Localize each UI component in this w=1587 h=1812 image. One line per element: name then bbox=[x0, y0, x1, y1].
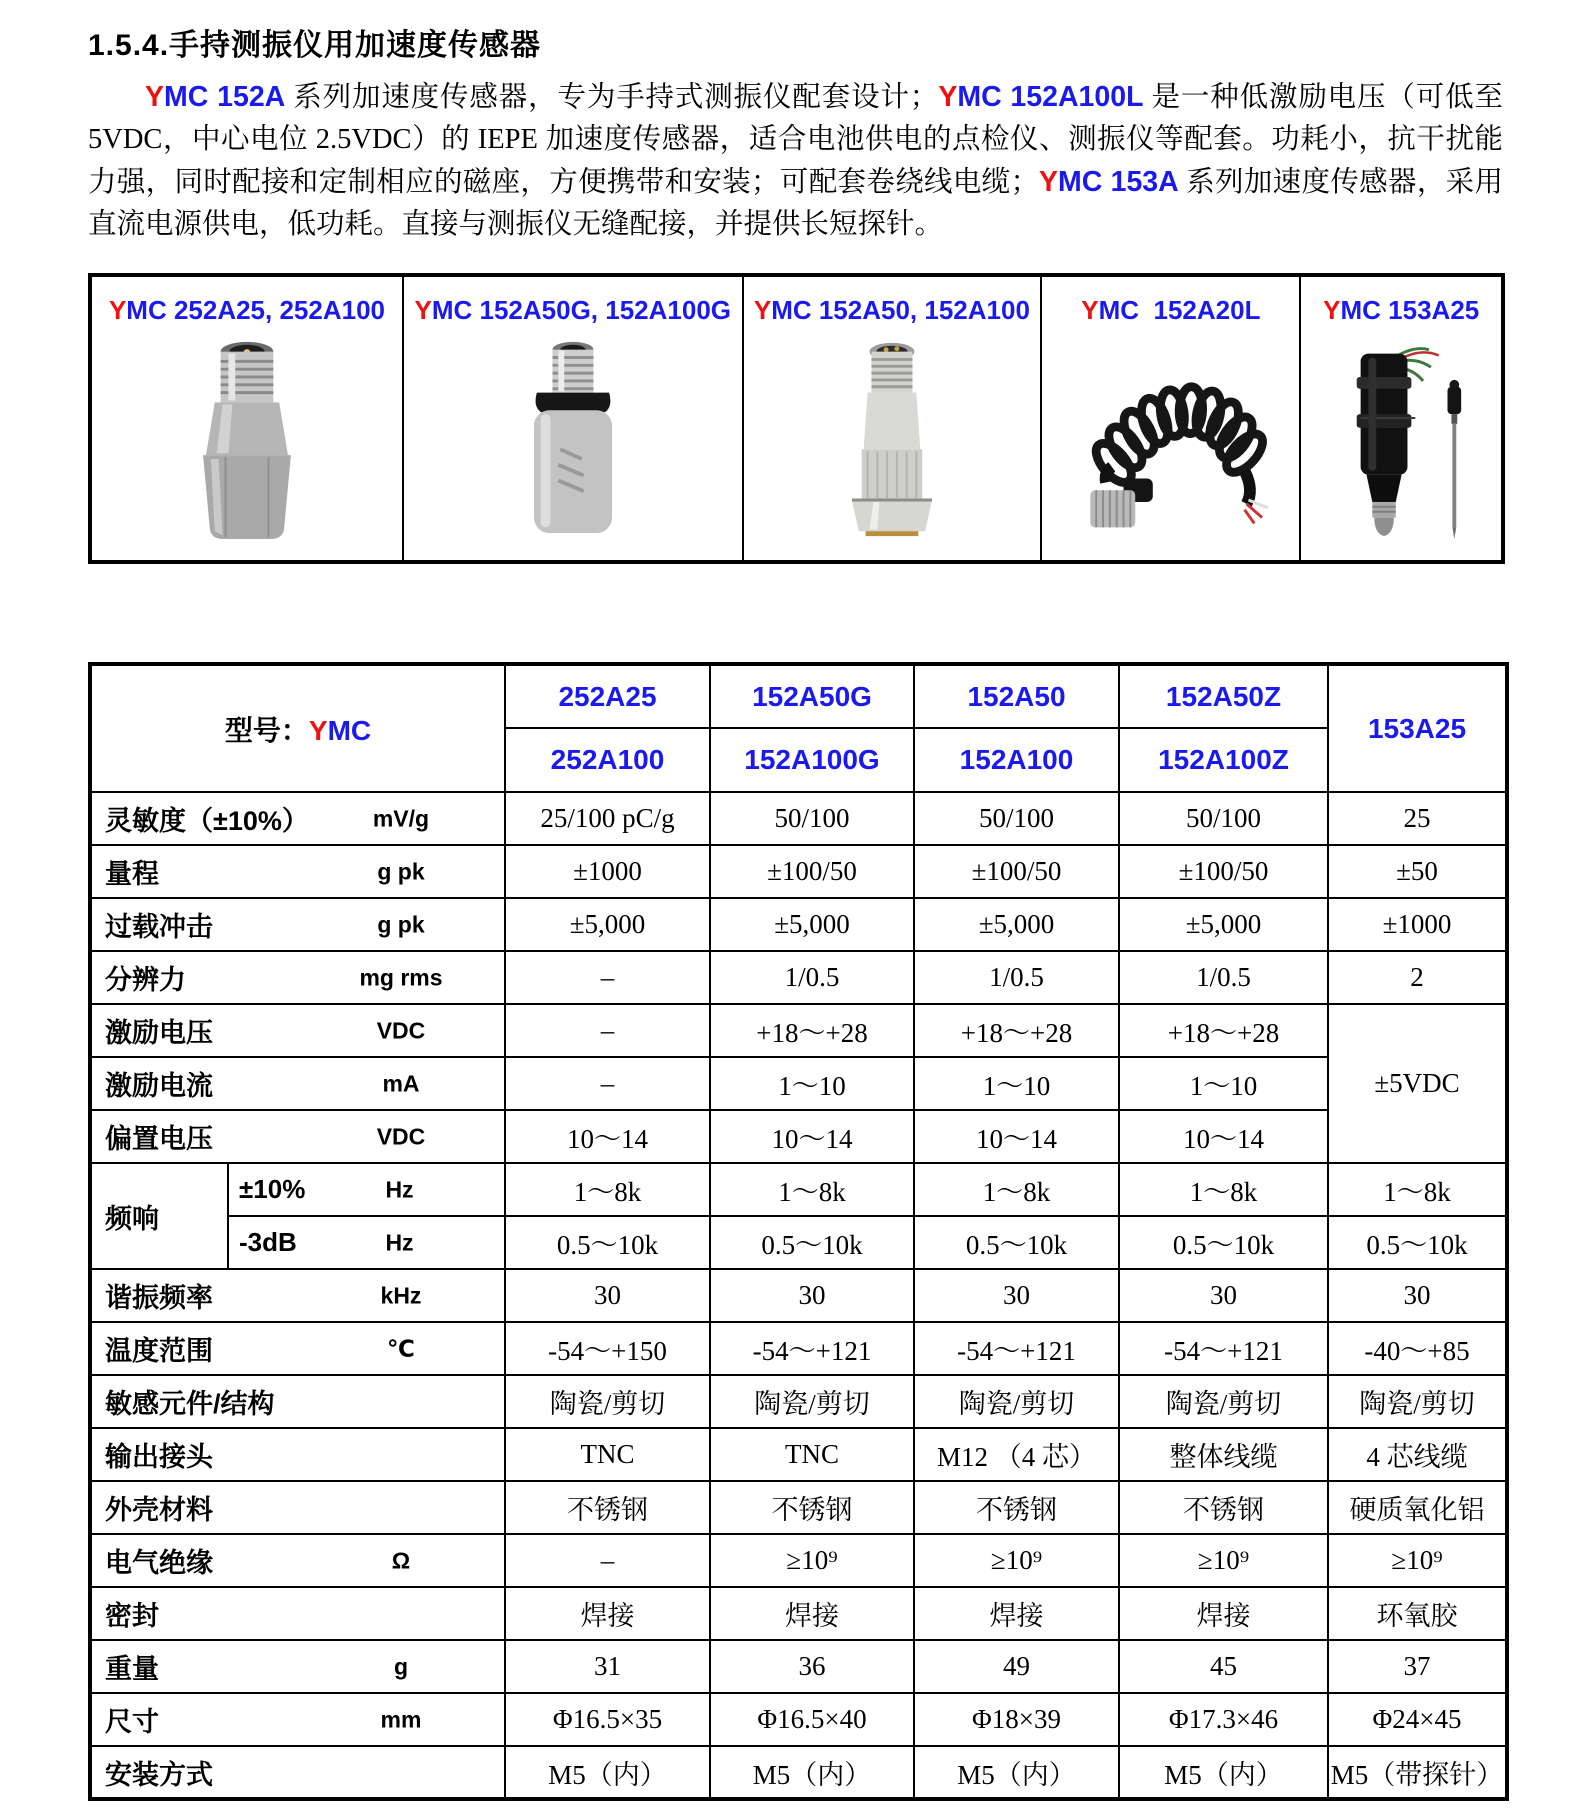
spec-value: 焊接 bbox=[505, 1587, 710, 1640]
spec-value: M5（内） bbox=[710, 1746, 914, 1799]
row-label-cell bbox=[90, 845, 505, 898]
spec-value: ≥10⁹ bbox=[1119, 1534, 1328, 1587]
row-label: 激励电流 bbox=[105, 1071, 213, 1101]
spec-value: ≥10⁹ bbox=[1328, 1534, 1507, 1587]
row-unit: kHz bbox=[380, 1282, 422, 1308]
spec-value: – bbox=[505, 951, 710, 1004]
spec-value: 37 bbox=[1328, 1640, 1507, 1693]
spec-value: 陶瓷/剪切 bbox=[1119, 1375, 1328, 1428]
spec-value: 焊接 bbox=[914, 1587, 1119, 1640]
row-sub-label: ±10% bbox=[239, 1174, 306, 1204]
brand-letter-y: Y bbox=[753, 295, 772, 325]
spec-value: 50/100 bbox=[710, 792, 914, 845]
row-unit: mg rms bbox=[359, 964, 443, 990]
row-unit: mV/g bbox=[372, 805, 430, 831]
model-header-top-1: 152A50G bbox=[710, 664, 914, 728]
spec-value: 25/100 pC/g bbox=[505, 792, 710, 845]
spec-row-13 bbox=[90, 1481, 1507, 1534]
row-unit: VDC bbox=[376, 1017, 426, 1043]
spec-value: ±50 bbox=[1328, 845, 1507, 898]
spec-value: -54～+121 bbox=[710, 1322, 914, 1375]
spec-table-header bbox=[90, 664, 1507, 792]
spec-row-14 bbox=[90, 1534, 1507, 1587]
spec-value: 10～14 bbox=[1119, 1110, 1328, 1163]
row-label-cell bbox=[90, 792, 505, 845]
spec-value: M5（内） bbox=[914, 1746, 1119, 1799]
spec-value: Φ24×45 bbox=[1328, 1693, 1507, 1746]
spec-value: 4 芯线缆 bbox=[1328, 1428, 1507, 1481]
row-label: 灵敏度（±10%） bbox=[105, 806, 309, 836]
spec-table-body bbox=[90, 792, 1507, 1799]
spec-row-2 bbox=[90, 898, 1507, 951]
spec-value: Φ17.3×46 bbox=[1119, 1693, 1328, 1746]
spec-value: 整体线缆 bbox=[1119, 1428, 1328, 1481]
spec-row-12 bbox=[90, 1428, 1507, 1481]
section-heading: 1.5.4.手持测振仪用加速度传感器 bbox=[88, 29, 542, 62]
spec-row-8 bbox=[90, 1216, 1507, 1269]
spec-value: 31 bbox=[505, 1640, 710, 1693]
brand-letters-mc: MC bbox=[771, 295, 812, 325]
product-label-152a50g bbox=[414, 295, 731, 326]
spec-value: Φ16.5×35 bbox=[505, 1693, 710, 1746]
spec-value: ±5,000 bbox=[1119, 898, 1328, 951]
row-label: 激励电压 bbox=[105, 1018, 213, 1048]
row-unit: VDC bbox=[376, 1123, 426, 1149]
row-unit: Hz bbox=[385, 1176, 414, 1202]
brand-letters-mc: MC bbox=[126, 295, 167, 325]
spec-value-merged: ±5VDC bbox=[1328, 1004, 1507, 1163]
model-header-single: 153A25 bbox=[1328, 664, 1507, 792]
row-label: 偏置电压 bbox=[105, 1124, 213, 1154]
spec-value: 1～8k bbox=[1119, 1163, 1328, 1216]
spec-value: 不锈钢 bbox=[710, 1481, 914, 1534]
spec-value: 10～14 bbox=[710, 1110, 914, 1163]
spec-value: ≥10⁹ bbox=[914, 1534, 1119, 1587]
spec-value: 36 bbox=[710, 1640, 914, 1693]
intro-text-segment: Y bbox=[938, 81, 958, 113]
spec-value: 0.5～10k bbox=[914, 1216, 1119, 1269]
spec-value: 49 bbox=[914, 1640, 1119, 1693]
spec-value: ±5,000 bbox=[914, 898, 1119, 951]
spec-value: M5（内） bbox=[1119, 1746, 1328, 1799]
row-unit: g pk bbox=[377, 858, 425, 884]
model-header-bottom-3: 152A100Z bbox=[1119, 728, 1328, 792]
spec-value: 1～8k bbox=[914, 1163, 1119, 1216]
sensor-image-153a25 bbox=[1304, 336, 1499, 541]
spec-value: ±1000 bbox=[505, 845, 710, 898]
intro-text-segment: Y bbox=[1039, 166, 1059, 198]
brand-letter-y: Y bbox=[108, 295, 127, 325]
brand-letters-mc: MC bbox=[1340, 295, 1381, 325]
spec-value: – bbox=[505, 1534, 710, 1587]
spec-value: 1～10 bbox=[710, 1057, 914, 1110]
spec-value: 焊接 bbox=[710, 1587, 914, 1640]
row-label-cell bbox=[90, 1587, 505, 1640]
spec-value: 0.5～10k bbox=[1119, 1216, 1328, 1269]
brand-letter-y: Y bbox=[308, 714, 328, 746]
row-label: 敏感元件/结构 bbox=[105, 1389, 275, 1419]
spec-value: – bbox=[505, 1057, 710, 1110]
spec-value: ±5,000 bbox=[710, 898, 914, 951]
product-label-252a25 bbox=[109, 295, 385, 326]
row-label: 分辨力 bbox=[105, 965, 186, 995]
spec-row-11 bbox=[90, 1375, 1507, 1428]
intro-paragraph bbox=[88, 76, 1503, 246]
product-model-numbers: 152A50G, 152A100G bbox=[472, 295, 731, 325]
row-sub-label: -3dB bbox=[239, 1227, 297, 1257]
row-unit: ℃ bbox=[387, 1335, 415, 1361]
product-gallery bbox=[88, 273, 1505, 564]
row-label: 电气绝缘 bbox=[105, 1548, 213, 1578]
product-model-numbers: 252A25, 252A100 bbox=[166, 295, 386, 325]
intro-text-segment: 系列加速度传感器，专为手持式测振仪配套设计； bbox=[285, 82, 939, 113]
row-label-cell bbox=[90, 1110, 505, 1163]
row-label: 尺寸 bbox=[105, 1707, 159, 1737]
intro-text-segment: Y bbox=[145, 81, 165, 113]
intro-text-segment: 是一种低激励电压（可低至 5VDC，中心电位 2.5VDC）的 IEPE 加速度传感器，适合电池供电的点检仪、测振仪等配套。功耗小，抗干扰能力强，同时配接和定制相应的磁座，方便携带和安装；可配套卷绕线电缆； bbox=[88, 82, 1503, 198]
spec-value: 1～8k bbox=[505, 1163, 710, 1216]
intro-text-segment: 系列加速度传感器，采用直流电源供电，低功耗。直接与测振仪无缝配接，并提供长短探针。 bbox=[88, 167, 1503, 240]
spec-value: 环氧胶 bbox=[1328, 1587, 1507, 1640]
row-unit: Hz bbox=[385, 1229, 414, 1255]
spec-value: M5（内） bbox=[505, 1746, 710, 1799]
spec-value: 25 bbox=[1328, 792, 1507, 845]
spec-value: 30 bbox=[505, 1269, 710, 1322]
product-label-153a25 bbox=[1323, 295, 1479, 326]
spec-value: TNC bbox=[505, 1428, 710, 1481]
row-label-cell bbox=[90, 1693, 505, 1746]
row-label-cell bbox=[90, 1004, 505, 1057]
row-label: 温度范围 bbox=[105, 1336, 213, 1366]
spec-value: Φ18×39 bbox=[914, 1693, 1119, 1746]
spec-value: 30 bbox=[710, 1269, 914, 1322]
model-header-top-3: 152A50Z bbox=[1119, 664, 1328, 728]
spec-value: 1/0.5 bbox=[914, 951, 1119, 1004]
intro-text-segment: MC 153A bbox=[1058, 166, 1179, 198]
gallery-item-252a25 bbox=[92, 277, 402, 560]
spec-row-3 bbox=[90, 951, 1507, 1004]
product-model-numbers: 152A20L bbox=[1139, 295, 1261, 325]
intro-text-segment: MC 152A100L bbox=[957, 81, 1144, 113]
spec-value: 不锈钢 bbox=[505, 1481, 710, 1534]
spec-row-10 bbox=[90, 1322, 1507, 1375]
spec-row-4 bbox=[90, 1004, 1507, 1057]
spec-value: 45 bbox=[1119, 1640, 1328, 1693]
spec-value: ±5,000 bbox=[505, 898, 710, 951]
row-label: 重量 bbox=[105, 1654, 159, 1684]
product-label-152a20l bbox=[1081, 295, 1260, 326]
spec-value: 2 bbox=[1328, 951, 1507, 1004]
model-header-bottom-1: 152A100G bbox=[710, 728, 914, 792]
brand-letters-mc: MC bbox=[431, 295, 473, 325]
spec-value: ±100/50 bbox=[710, 845, 914, 898]
spec-value: – bbox=[505, 1004, 710, 1057]
row-label-cell bbox=[90, 1746, 505, 1799]
spec-value: -54～+121 bbox=[1119, 1322, 1328, 1375]
spec-value: +18～+28 bbox=[1119, 1004, 1328, 1057]
row-label: 密封 bbox=[105, 1601, 159, 1631]
model-header-bottom-2: 152A100 bbox=[914, 728, 1119, 792]
spec-value: 1～10 bbox=[1119, 1057, 1328, 1110]
spec-table bbox=[88, 662, 1509, 1801]
spec-value: ±100/50 bbox=[1119, 845, 1328, 898]
brand-letters-mc: MC bbox=[327, 714, 372, 746]
spec-row-17 bbox=[90, 1693, 1507, 1746]
spec-row-7 bbox=[90, 1163, 1507, 1216]
row-unit: g bbox=[393, 1653, 409, 1679]
brand-letters-mc: MC bbox=[1098, 295, 1140, 325]
row-label: 量程 bbox=[105, 859, 159, 889]
row-sub-label-cell bbox=[228, 1216, 505, 1269]
spec-value: 50/100 bbox=[1119, 792, 1328, 845]
spec-value: 焊接 bbox=[1119, 1587, 1328, 1640]
brand-letter-y: Y bbox=[414, 295, 432, 325]
brand-letter-y: Y bbox=[1323, 295, 1341, 325]
spec-value: ±1000 bbox=[1328, 898, 1507, 951]
row-label-cell bbox=[90, 1428, 505, 1481]
row-label-cell bbox=[90, 1375, 505, 1428]
spec-value: 1/0.5 bbox=[710, 951, 914, 1004]
gallery-item-152a20l bbox=[1040, 277, 1299, 560]
product-model-numbers: 153A25 bbox=[1380, 295, 1480, 325]
spec-value: 陶瓷/剪切 bbox=[1328, 1375, 1507, 1428]
spec-row-0 bbox=[90, 792, 1507, 845]
spec-value: 不锈钢 bbox=[914, 1481, 1119, 1534]
spec-value: 10～14 bbox=[505, 1110, 710, 1163]
spec-value: 1～8k bbox=[710, 1163, 914, 1216]
row-label-cell bbox=[90, 1269, 505, 1322]
spec-value: 不锈钢 bbox=[1119, 1481, 1328, 1534]
gallery-item-152a50g bbox=[402, 277, 742, 560]
product-model-numbers: 152A50, 152A100 bbox=[811, 295, 1030, 325]
gallery-item-152a50 bbox=[742, 277, 1041, 560]
spec-value: M12 （4 芯） bbox=[914, 1428, 1119, 1481]
spec-value: 50/100 bbox=[914, 792, 1119, 845]
row-label: 过载冲击 bbox=[105, 912, 213, 942]
row-label-cell bbox=[90, 1534, 505, 1587]
row-sub-label-cell bbox=[228, 1163, 505, 1216]
spec-value: 30 bbox=[1119, 1269, 1328, 1322]
row-label-cell bbox=[90, 1640, 505, 1693]
header-row-1 bbox=[90, 664, 1507, 728]
spec-value: ≥10⁹ bbox=[710, 1534, 914, 1587]
brand-letter-y: Y bbox=[1081, 295, 1099, 325]
row-unit: g pk bbox=[377, 911, 425, 937]
spec-value: +18～+28 bbox=[914, 1004, 1119, 1057]
sensor-image-152a50g bbox=[490, 336, 656, 541]
row-label: 输出接头 bbox=[105, 1442, 213, 1472]
spec-value: 1/0.5 bbox=[1119, 951, 1328, 1004]
spec-value: -54～+121 bbox=[914, 1322, 1119, 1375]
sensor-image-152a20l bbox=[1063, 336, 1278, 541]
spec-row-1 bbox=[90, 845, 1507, 898]
spec-value: 陶瓷/剪切 bbox=[914, 1375, 1119, 1428]
spec-value: 0.5～10k bbox=[1328, 1216, 1507, 1269]
row-label: 外壳材料 bbox=[105, 1495, 213, 1525]
model-header-label: 型号： bbox=[224, 714, 309, 746]
row-label: 安装方式 bbox=[105, 1759, 213, 1790]
spec-value: 陶瓷/剪切 bbox=[505, 1375, 710, 1428]
model-header-bottom-0: 252A100 bbox=[505, 728, 710, 792]
model-header-top-2: 152A50 bbox=[914, 664, 1119, 728]
spec-value: 硬质氧化铝 bbox=[1328, 1481, 1507, 1534]
spec-value: 0.5～10k bbox=[505, 1216, 710, 1269]
spec-row-5 bbox=[90, 1057, 1507, 1110]
spec-value: 10～14 bbox=[914, 1110, 1119, 1163]
gallery-item-153a25 bbox=[1299, 277, 1500, 560]
spec-row-15 bbox=[90, 1587, 1507, 1640]
spec-value: ±100/50 bbox=[914, 845, 1119, 898]
spec-value: 30 bbox=[1328, 1269, 1507, 1322]
row-label-cell bbox=[90, 1322, 505, 1375]
row-label-cell bbox=[90, 898, 505, 951]
intro-text-segment: MC 152A bbox=[164, 81, 286, 113]
row-label-cell bbox=[90, 951, 505, 1004]
spec-row-16 bbox=[90, 1640, 1507, 1693]
model-header-top-0: 252A25 bbox=[505, 664, 710, 728]
row-unit: mA bbox=[382, 1070, 420, 1096]
spec-value: TNC bbox=[710, 1428, 914, 1481]
model-header-cell bbox=[90, 664, 505, 792]
spec-value: +18～+28 bbox=[710, 1004, 914, 1057]
sensor-image-152a50 bbox=[809, 336, 975, 541]
row-label-cell bbox=[90, 1481, 505, 1534]
row-unit: Ω bbox=[391, 1547, 411, 1573]
row-label-cell bbox=[90, 1057, 505, 1110]
row-group-label: 频响 bbox=[90, 1163, 228, 1269]
spec-row-18 bbox=[90, 1746, 1507, 1799]
spec-value: 30 bbox=[914, 1269, 1119, 1322]
spec-value: Φ16.5×40 bbox=[710, 1693, 914, 1746]
spec-value: 陶瓷/剪切 bbox=[710, 1375, 914, 1428]
spec-value: 1～8k bbox=[1328, 1163, 1507, 1216]
spec-value: 1～10 bbox=[914, 1057, 1119, 1110]
spec-row-9 bbox=[90, 1269, 1507, 1322]
sensor-image-252a25 bbox=[164, 336, 330, 541]
row-label: 谐振频率 bbox=[105, 1283, 213, 1313]
spec-value: -54～+150 bbox=[505, 1322, 710, 1375]
spec-value: 0.5～10k bbox=[710, 1216, 914, 1269]
row-unit: mm bbox=[380, 1706, 422, 1732]
spec-value: M5（带探针） bbox=[1328, 1746, 1507, 1799]
spec-value: -40～+85 bbox=[1328, 1322, 1507, 1375]
spec-row-6 bbox=[90, 1110, 1507, 1163]
product-label-152a50 bbox=[754, 295, 1030, 326]
